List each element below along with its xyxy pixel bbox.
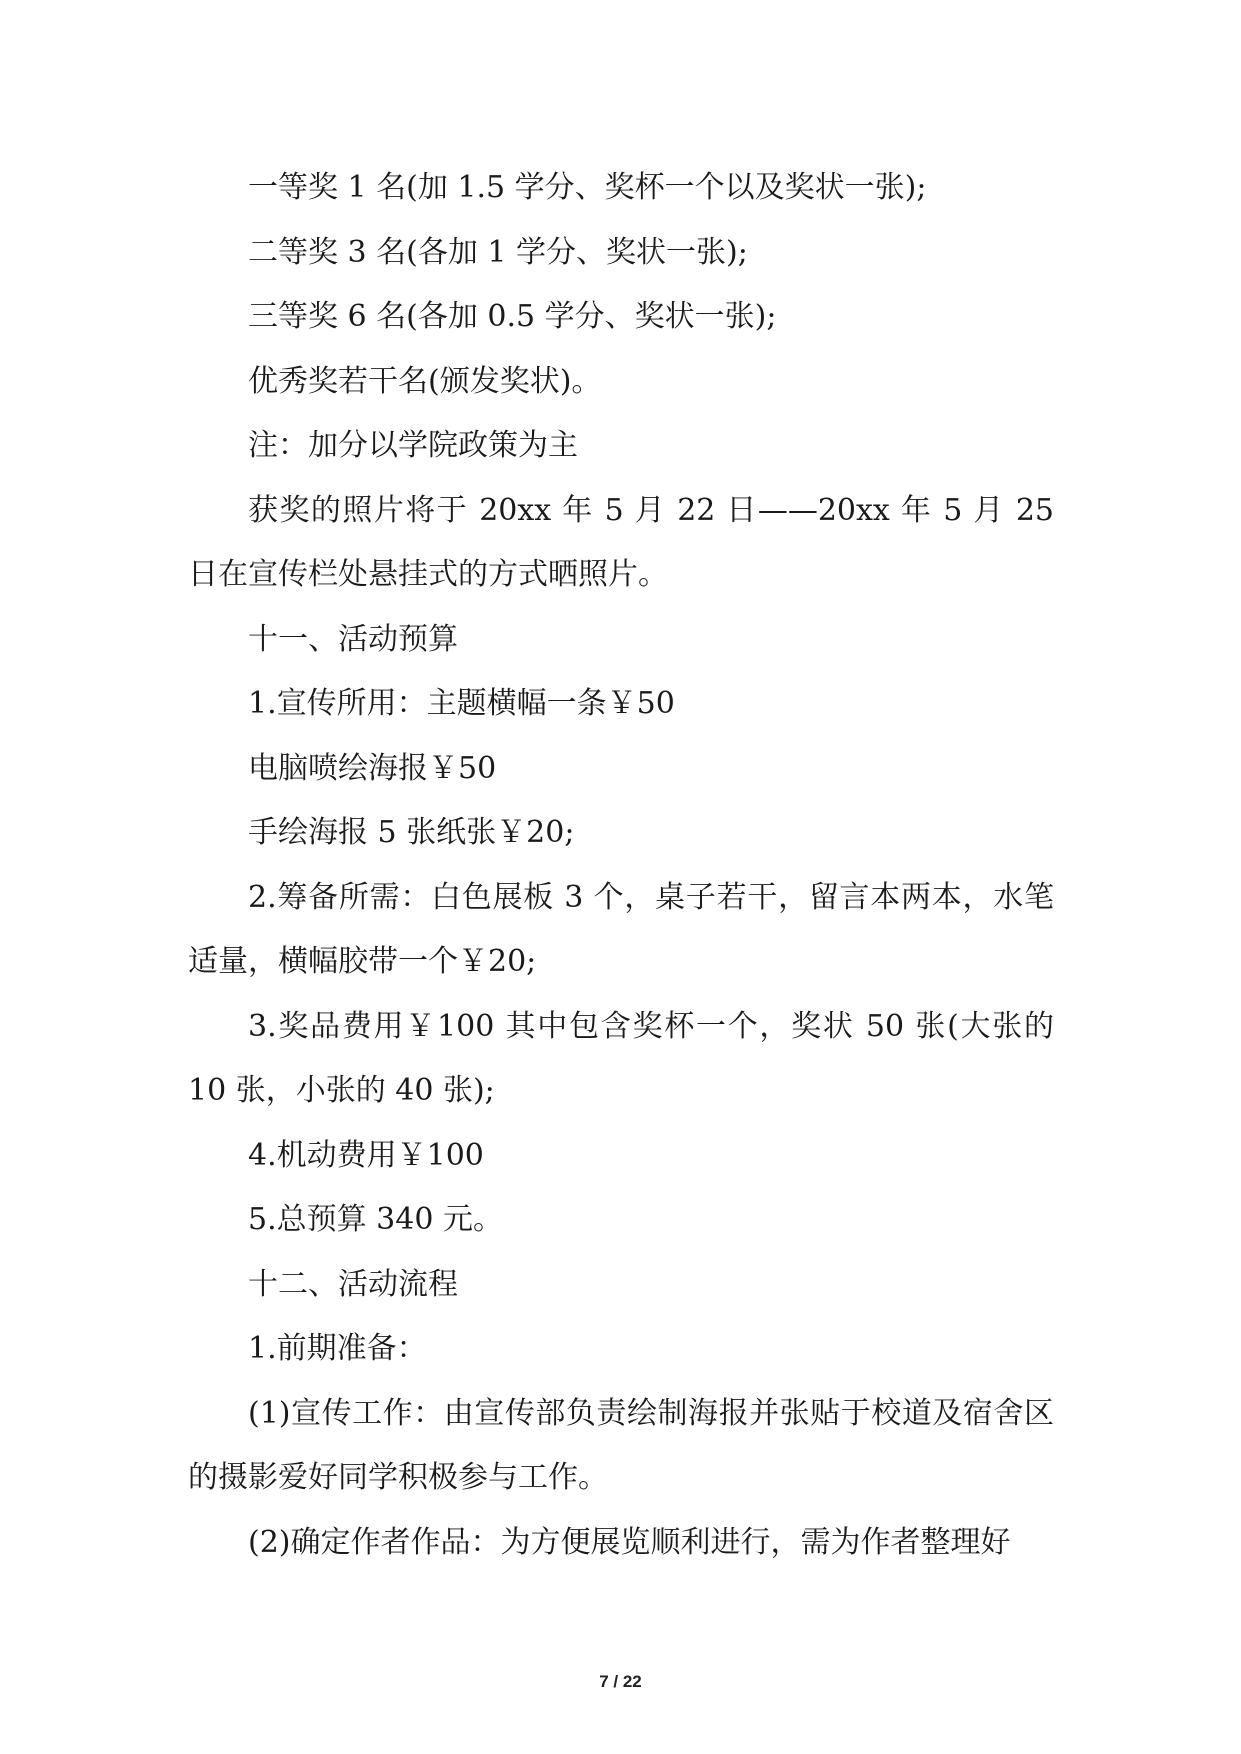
section-heading-budget: 十一、活动预算 [248,621,458,657]
prize-excellence: 优秀奖若干名(颁发奖状)。 [248,363,602,399]
process-publicity-work: (1)宣传工作：由宣传部负责绘制海报并张贴于校道及宿舍区的摄影爱好同学积极参与工作。 [188,1395,1054,1495]
process-confirm-works: (2)确定作者作品：为方便展览顺利进行，需为作者整理好 [248,1524,1011,1560]
budget-item-poster-print: 电脑喷绘海报￥50 [248,750,497,786]
section-heading-process: 十二、活动流程 [248,1266,458,1302]
page-number: 7 / 22 [599,1672,642,1691]
document-body [188,156,1054,1575]
photo-display-paragraph: 获奖的照片将于 20xx 年 5 月 22 日——20xx 年 5 月 25 日在宣传栏处悬挂式的方式晒照片。 [188,492,1054,592]
budget-total: 5.总预算 340 元。 [248,1202,503,1237]
prize-second: 二等奖 3 名(各加 1 学分、奖状一张); [248,234,748,270]
budget-item-publicity: 1.宣传所用：主题横幅一条￥50 [248,686,675,721]
prize-third: 三等奖 6 名(各加 0.5 学分、奖状一张); [248,299,777,334]
budget-item-poster-hand: 手绘海报 5 张纸张￥20; [248,815,575,850]
budget-item-preparation: 2.筹备所需：白色展板 3 个，桌子若干，留言本两本，水笔适量，横幅胶带一个￥20; [188,879,1054,979]
note-credits: 注：加分以学院政策为主 [248,428,578,463]
process-step-preparation: 1.前期准备： [248,1331,427,1366]
budget-item-prizes: 3.奖品费用￥100 其中包含奖杯一个，奖状 50 张(大张的 10 张，小张的 40 张); [188,1008,1054,1108]
budget-item-contingency: 4.机动费用￥100 [248,1137,484,1173]
prize-first: 一等奖 1 名(加 1.5 学分、奖杯一个以及奖状一张); [248,170,927,205]
